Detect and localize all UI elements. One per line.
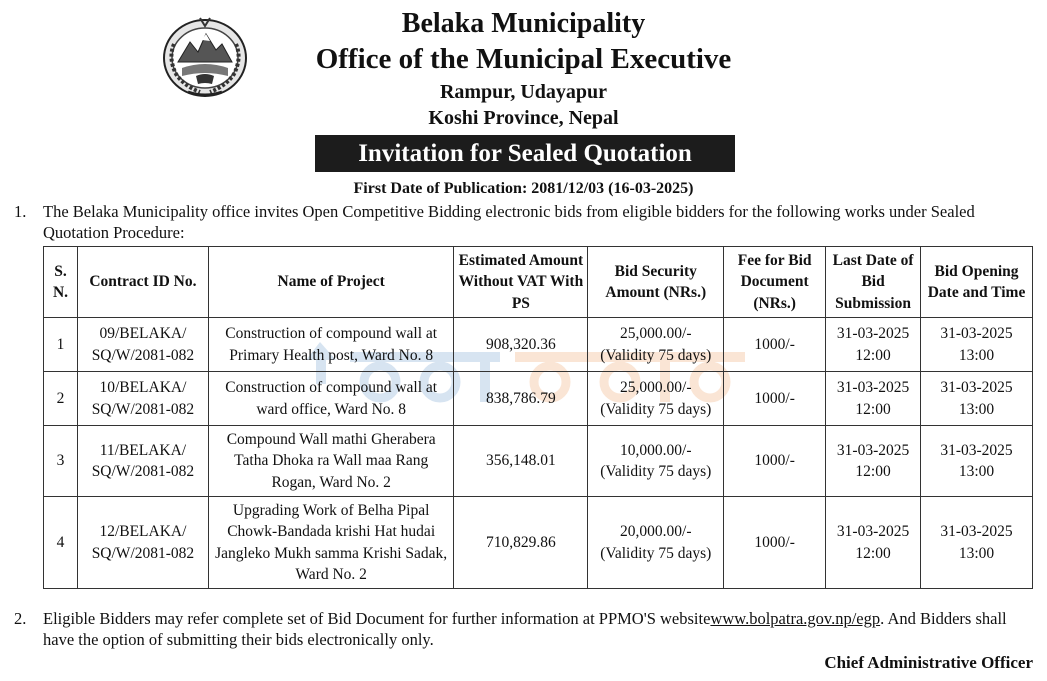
table-row — [44, 497, 1033, 589]
paragraph-1-text: The Belaka Municipality office invites Open Competitive Bidding electronic bids from eligible bidders for the following works under Sealed Quotation Procedure: — [43, 202, 975, 242]
signature-title: Chief Administrative Officer — [824, 653, 1033, 672]
paragraph-2 — [14, 608, 1039, 652]
cell-opening: 31-03-2025 13:00 — [921, 426, 1033, 497]
ppmo-website-link[interactable]: www.bolpatra.gov.np/egp — [710, 609, 881, 628]
header-last-date: Last Date of Bid Submission — [826, 247, 921, 318]
office-name: Office of the Municipal Executive — [315, 43, 732, 75]
cell-contract-id: 10/BELAKA/ SQ/W/2081-082 — [77, 372, 208, 426]
header-project: Name of Project — [208, 247, 454, 318]
cell-sn: 3 — [44, 426, 78, 497]
cell-estimated: 710,829.86 — [454, 497, 588, 589]
paragraph-2-number: 2. — [14, 609, 27, 628]
header-bid-security: Bid Security Amount (NRs.) — [588, 247, 724, 318]
cell-project: Compound Wall mathi Gherabera Tatha Dhoka ra Wall maa Rang Rogan, Ward No. 2 — [208, 426, 454, 497]
paragraph-1 — [14, 201, 1039, 245]
table-row — [44, 426, 1033, 497]
cell-estimated: 838,786.79 — [454, 372, 588, 426]
cell-last-date: 31-03-2025 12:00 — [826, 318, 921, 372]
cell-opening: 31-03-2025 13:00 — [921, 372, 1033, 426]
cell-sn: 1 — [44, 318, 78, 372]
cell-security: 25,000.00/- (Validity 75 days) — [588, 372, 724, 426]
table-row — [44, 372, 1033, 426]
header-opening: Bid Opening Date and Time — [921, 247, 1033, 318]
cell-last-date: 31-03-2025 12:00 — [826, 497, 921, 589]
cell-sn: 2 — [44, 372, 78, 426]
municipality-name: Belaka Municipality — [401, 8, 646, 39]
table-header-row — [44, 247, 1033, 318]
cell-project: Construction of compound wall at Primary Health post, Ward No. 8 — [208, 318, 454, 372]
table-row — [44, 318, 1033, 372]
header-contract-id: Contract ID No. — [77, 247, 208, 318]
cell-security: 25,000.00/- (Validity 75 days) — [588, 318, 724, 372]
cell-security: 10,000.00/- (Validity 75 days) — [588, 426, 724, 497]
paragraph-2-text-after: . And Bidders shall have the option of submitting their bids electronically only. — [43, 609, 1007, 649]
cell-contract-id: 09/BELAKA/ SQ/W/2081-082 — [77, 318, 208, 372]
header-sn: S. N. — [44, 247, 78, 318]
cell-project: Construction of compound wall at ward office, Ward No. 8 — [208, 372, 454, 426]
cell-contract-id: 11/BELAKA/ SQ/W/2081-082 — [77, 426, 208, 497]
cell-project: Upgrading Work of Belha Pipal Chowk-Bandada krishi Hat hudai Jangleko Mukh samma Krishi Sadak, Ward No. 2 — [208, 497, 454, 589]
cell-security: 20,000.00/- (Validity 75 days) — [588, 497, 724, 589]
cell-fee: 1000/- — [724, 372, 826, 426]
cell-estimated: 908,320.36 — [454, 318, 588, 372]
cell-opening: 31-03-2025 13:00 — [921, 497, 1033, 589]
cell-estimated: 356,148.01 — [454, 426, 588, 497]
paragraph-1-number: 1. — [14, 202, 27, 221]
cell-fee: 1000/- — [724, 318, 826, 372]
notice-title-banner: Invitation for Sealed Quotation — [315, 135, 735, 172]
paragraph-2-text — [43, 608, 1039, 650]
address-line-1: Rampur, Udayapur — [439, 81, 608, 103]
bids-table — [43, 246, 1033, 589]
cell-last-date: 31-03-2025 12:00 — [826, 426, 921, 497]
header-estimated-amount: Estimated Amount Without VAT With PS — [454, 247, 588, 318]
cell-fee: 1000/- — [724, 497, 826, 589]
header-fee: Fee for Bid Document (NRs.) — [724, 247, 826, 318]
paragraph-2-text-before: Eligible Bidders may refer complete set of Bid Document for further information at PPMO'S website — [43, 609, 711, 628]
publication-date: First Date of Publication: 2081/12/03 (16-03-2025) — [353, 180, 694, 197]
cell-opening: 31-03-2025 13:00 — [921, 318, 1033, 372]
address-line-2: Koshi Province, Nepal — [428, 107, 619, 129]
cell-last-date: 31-03-2025 12:00 — [826, 372, 921, 426]
cell-sn: 4 — [44, 497, 78, 589]
cell-contract-id: 12/BELAKA/ SQ/W/2081-082 — [77, 497, 208, 589]
cell-fee: 1000/- — [724, 426, 826, 497]
